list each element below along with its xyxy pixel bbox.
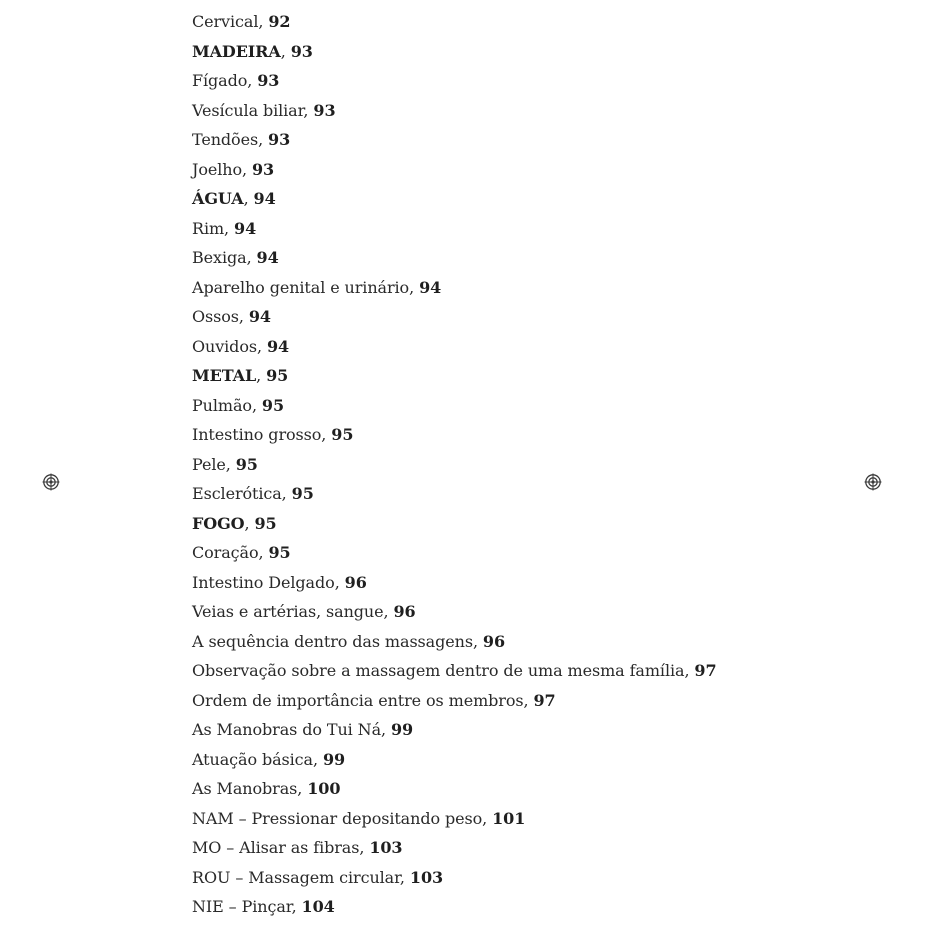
toc-entry-title: A sequência dentro das massagens: [192, 631, 473, 651]
toc-entry-page: 104: [301, 897, 335, 916]
toc-entry-title: FOGO: [192, 513, 245, 533]
toc-entry-page: 94: [253, 189, 276, 208]
toc-entry-page: 99: [322, 749, 346, 769]
table-of-contents: [192, 7, 717, 922]
registration-mark-icon: [42, 473, 60, 491]
toc-entry-title: ÁGUA: [192, 189, 244, 208]
toc-entry-title: Intestino grosso: [192, 425, 322, 444]
toc-entry-title: MO – Alisar as fibras: [192, 838, 360, 857]
toc-entry: ROU – Massagem circular, 103: [192, 867, 444, 887]
toc-entry: Fígado, 93: [192, 71, 280, 90]
toc-entry-page: 97: [694, 661, 717, 680]
toc-entry-page: 93: [313, 100, 336, 120]
toc-entry-title: Pele: [192, 454, 226, 474]
toc-entry-title: Esclerótica: [192, 484, 282, 503]
toc-entry-page: 93: [290, 41, 313, 61]
toc-entry-title: NAM – Pressionar depositando peso: [192, 808, 483, 828]
toc-entry: Tendões, 93: [192, 130, 291, 149]
toc-entry-title: NIE – Pinçar: [192, 897, 292, 916]
toc-entry-page: 93: [251, 159, 275, 179]
toc-entry: Observação sobre a massagem dentro de uma mesma família, 97: [192, 661, 717, 680]
toc-entry-page: 96: [393, 602, 416, 621]
toc-entry-title: Intestino Delgado: [192, 572, 335, 592]
toc-entry-page: 95: [331, 425, 354, 444]
toc-entry: NIE – Pinçar, 104: [192, 897, 335, 916]
toc-entry-page: 95: [235, 454, 258, 474]
toc-entry-page: 94: [248, 307, 271, 326]
toc-entry: Aparelho genital e urinário, 94: [192, 277, 442, 297]
toc-entry-title: Rim: [192, 218, 225, 238]
toc-entry: Vesícula biliar, 93: [192, 100, 336, 120]
toc-entry-page: 101: [492, 808, 526, 828]
toc-section-heading: ÁGUA, 94: [192, 189, 276, 208]
toc-entry: Ouvidos, 94: [192, 336, 290, 356]
toc-entry-title: Observação sobre a massagem dentro de uma mesma família: [192, 661, 685, 680]
toc-entry-page: 96: [344, 572, 367, 592]
toc-entry-title: Coração: [192, 543, 259, 562]
toc-entry-title: Tendões: [192, 130, 259, 149]
registration-mark-icon: [864, 473, 882, 491]
toc-entry-page: 96: [482, 631, 505, 651]
toc-entry-page: 94: [234, 218, 257, 238]
toc-entry-page: 95: [266, 366, 289, 385]
toc-entry-title: As Manobras: [192, 779, 298, 798]
toc-entry-page: 103: [369, 838, 403, 857]
toc-entry-page: 95: [291, 484, 314, 503]
toc-entry: Pele, 95: [192, 454, 258, 474]
toc-entry-page: 94: [266, 336, 290, 356]
toc-entry: Veias e artérias, sangue, 96: [192, 602, 416, 621]
toc-entry: Esclerótica, 95: [192, 484, 314, 503]
toc-entry-title: As Manobras do Tui Ná: [192, 720, 382, 739]
toc-entry: Coração, 95: [192, 543, 291, 562]
toc-entry-page: 93: [268, 130, 291, 149]
toc-entry: MO – Alisar as fibras, 103: [192, 838, 403, 857]
toc-entry: NAM – Pressionar depositando peso, 101: [192, 808, 526, 828]
toc-entry-page: 94: [419, 277, 442, 297]
toc-entry: Bexiga, 94: [192, 248, 279, 267]
toc-entry-title: Veias e artérias, sangue: [192, 602, 384, 621]
toc-entry-title: Fígado: [192, 71, 248, 90]
toc-entry-title: Bexiga: [192, 248, 247, 267]
toc-entry: Rim, 94: [192, 218, 257, 238]
toc-entry-title: Aparelho genital e urinário: [192, 277, 410, 297]
toc-entry-page: 95: [254, 513, 277, 533]
toc-entry: Ordem de importância entre os membros, 97: [192, 690, 556, 710]
toc-entry: A sequência dentro das massagens, 96: [192, 631, 505, 651]
toc-entry-page: 95: [268, 543, 291, 562]
toc-entry: Pulmão, 95: [192, 395, 284, 415]
toc-entry: Intestino grosso, 95: [192, 425, 354, 444]
toc-entry-title: Pulmão: [192, 395, 252, 415]
toc-section-heading: MADEIRA, 93: [192, 41, 313, 61]
toc-entry-title: Atuação básica: [192, 749, 313, 769]
toc-entry: Atuação básica, 99: [192, 749, 346, 769]
toc-entry: As Manobras do Tui Ná, 99: [192, 720, 414, 739]
toc-entry: Intestino Delgado, 96: [192, 572, 367, 592]
toc-entry-title: Joelho: [192, 159, 242, 179]
toc-entry-page: 95: [261, 395, 284, 415]
toc-entry-page: 99: [391, 720, 414, 739]
toc-entry-title: Ossos: [192, 307, 239, 326]
toc-section-heading: FOGO, 95: [192, 513, 277, 533]
toc-entry: Joelho, 93: [192, 159, 275, 179]
toc-entry-page: 92: [268, 12, 291, 31]
toc-entry-title: Ordem de importância entre os membros: [192, 690, 524, 710]
toc-entry-page: 97: [533, 690, 556, 710]
toc-entry-page: 93: [257, 71, 280, 90]
toc-entry: Ossos, 94: [192, 307, 271, 326]
toc-entry-page: 100: [307, 779, 341, 798]
toc-entry-page: 103: [409, 867, 444, 887]
toc-entry-title: Cervical: [192, 12, 259, 31]
toc-entry-title: Vesícula biliar: [192, 100, 304, 120]
toc-section-heading: METAL, 95: [192, 366, 289, 385]
toc-entry: As Manobras, 100: [192, 779, 341, 798]
toc-entry: Cervical, 92: [192, 12, 291, 31]
toc-entry-title: MADEIRA: [192, 41, 281, 61]
toc-entry-title: Ouvidos: [192, 336, 257, 356]
toc-entry-page: 94: [256, 248, 279, 267]
toc-entry-title: ROU – Massagem circular: [192, 867, 400, 887]
toc-entry-title: METAL: [192, 366, 257, 385]
